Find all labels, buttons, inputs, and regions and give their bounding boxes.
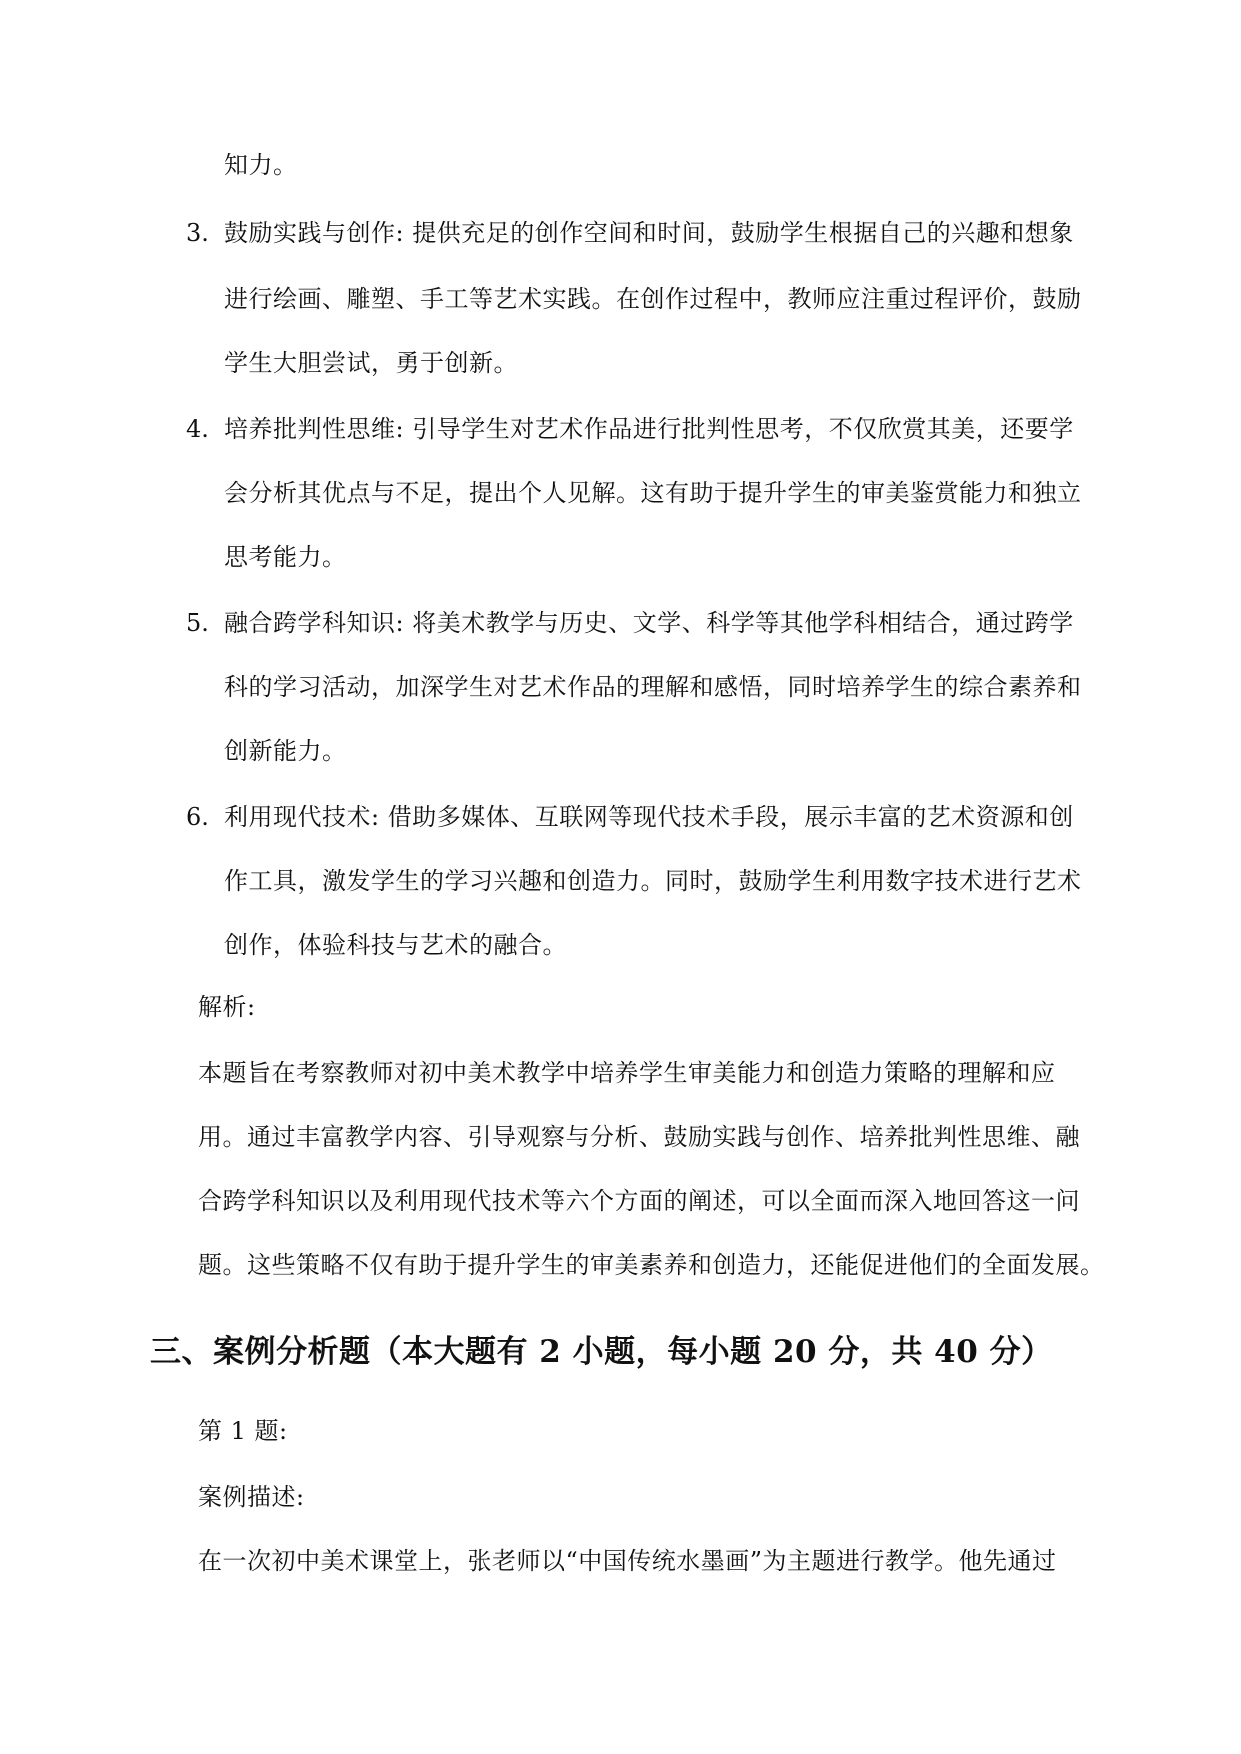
list-item-line: 利用现代技术: 借助多媒体、互联网等现代技术手段，展示丰富的艺术资源和创 (224, 803, 1074, 831)
list-item-number: 6. (186, 803, 209, 831)
case-description-line: 在一次初中美术课堂上，张老师以“中国传统水墨画”为主题进行教学。他先通过 (198, 1547, 1057, 1575)
list-item-number: 3. (186, 219, 209, 247)
list-item-line: 会分析其优点与不足，提出个人见解。这有助于提升学生的审美鉴赏能力和独立 (224, 479, 1082, 507)
list-item-line: 思考能力。 (224, 543, 347, 571)
case-description-label: 案例描述: (198, 1483, 305, 1511)
list-item-number: 4. (186, 415, 209, 443)
analysis-line: 用。通过丰富教学内容、引导观察与分析、鼓励实践与创作、培养批判性思维、融 (198, 1123, 1080, 1151)
analysis-line: 本题旨在考察教师对初中美术教学中培养学生审美能力和创造力策略的理解和应 (198, 1059, 1056, 1087)
list-item-line: 融合跨学科知识: 将美术教学与历史、文学、科学等其他学科相结合，通过跨学 (224, 609, 1074, 637)
analysis-line: 题。这些策略不仅有助于提升学生的审美素养和创造力，还能促进他们的全面发展。 (198, 1251, 1105, 1279)
section-heading: 三、案例分析题（本大题有 2 小题，每小题 20 分，共 40 分） (150, 1334, 1053, 1370)
list-item-line: 鼓励实践与创作: 提供充足的创作空间和时间，鼓励学生根据自己的兴趣和想象 (224, 219, 1074, 247)
list-item-number: 5. (186, 609, 209, 637)
list-item-line: 创作，体验科技与艺术的融合。 (224, 931, 567, 959)
list-item-line: 作工具，激发学生的学习兴趣和创造力。同时，鼓励学生利用数字技术进行艺术 (224, 867, 1082, 895)
list-item-line: 创新能力。 (224, 737, 347, 765)
analysis-label: 解析: (198, 993, 256, 1021)
list-item-line: 进行绘画、雕塑、手工等艺术实践。在创作过程中，教师应注重过程评价，鼓励 (224, 285, 1082, 313)
list-item-line: 学生大胆尝试，勇于创新。 (224, 349, 518, 377)
list-item-line: 培养批判性思维: 引导学生对艺术作品进行批判性思考，不仅欣赏其美，还要学 (224, 415, 1074, 443)
question-label: 第 1 题: (198, 1417, 288, 1445)
list-item-line: 科的学习活动，加深学生对艺术作品的理解和感悟，同时培养学生的综合素养和 (224, 673, 1082, 701)
item-continuation-line: 知力。 (224, 151, 298, 179)
analysis-line: 合跨学科知识以及利用现代技术等六个方面的阐述，可以全面而深入地回答这一问 (198, 1187, 1080, 1215)
